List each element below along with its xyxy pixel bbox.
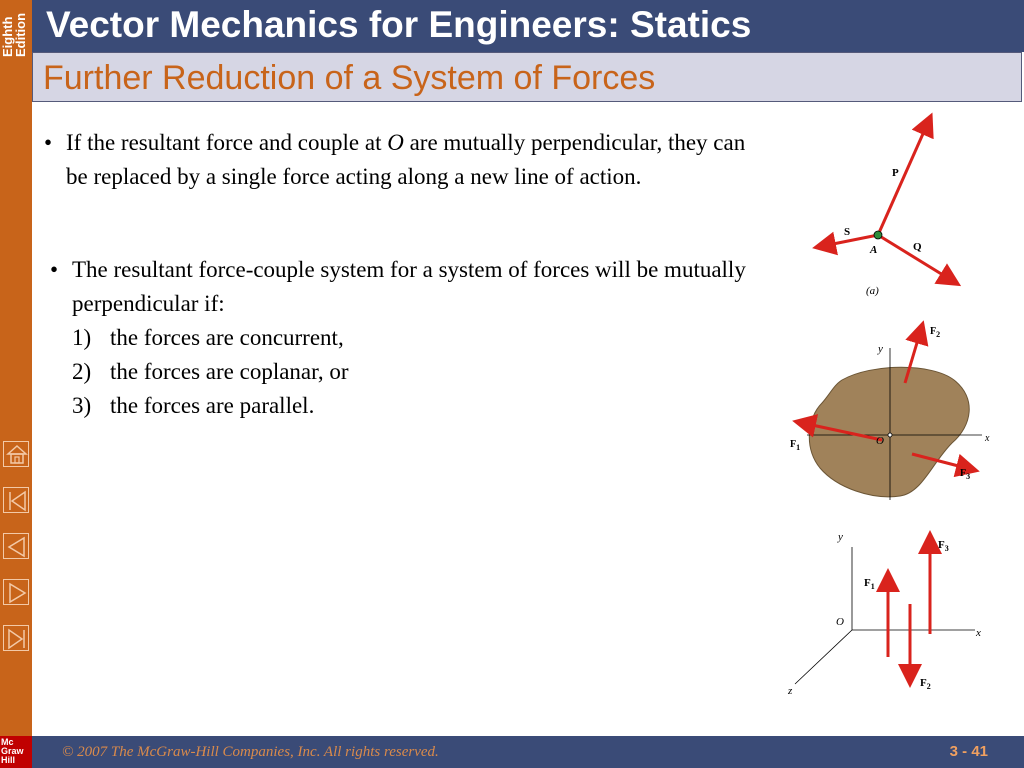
home-icon bbox=[4, 442, 30, 468]
force-p-arrow bbox=[878, 118, 930, 235]
rigid-body-shape bbox=[809, 367, 969, 497]
list-item: 2) the forces are coplanar, or bbox=[72, 359, 349, 384]
subtitle-bar bbox=[32, 52, 1022, 102]
next-slide-icon bbox=[4, 580, 30, 606]
figure-parallel-forces bbox=[780, 522, 995, 702]
label-f1: $F_1$ bbox=[790, 439, 801, 452]
label-f2: $F_2$ bbox=[920, 677, 931, 691]
copyright-text: © 2007 The McGraw-Hill Companies, Inc. All rights reserved. bbox=[62, 744, 439, 760]
first-slide-icon bbox=[4, 488, 30, 514]
bullet-1 bbox=[44, 126, 764, 194]
bullet-2 bbox=[50, 253, 750, 423]
label-a: A bbox=[870, 244, 878, 256]
page-title: Vector Mechanics for Engineers: Statics bbox=[46, 4, 752, 45]
bullet-2-text: The resultant force-couple system for a system of forces will be mutually perpendicular if: bbox=[72, 257, 746, 316]
figure-coplanar-forces bbox=[782, 318, 997, 508]
label-z: z bbox=[788, 685, 793, 697]
label-x: x bbox=[976, 627, 981, 639]
label-f2: $F_2$ bbox=[930, 326, 941, 339]
label-f3: $F_3$ bbox=[960, 468, 971, 481]
z-axis bbox=[795, 630, 852, 684]
sidebar bbox=[0, 0, 32, 768]
home-button[interactable] bbox=[3, 441, 29, 467]
figure-concurrent-forces bbox=[800, 108, 980, 298]
header bbox=[32, 0, 1024, 52]
label-y: y bbox=[878, 343, 883, 355]
label-f3: $F_3$ bbox=[938, 539, 949, 553]
publisher-logo: Mc Graw Hill bbox=[0, 736, 32, 768]
page-number: 3 - 41 bbox=[949, 743, 988, 760]
previous-slide-button[interactable] bbox=[3, 533, 29, 559]
point-o-label: O bbox=[387, 130, 404, 155]
bullet-dot: • bbox=[44, 130, 53, 155]
list-item: 3) the forces are parallel. bbox=[72, 393, 315, 418]
caption-a: (a) bbox=[866, 285, 879, 297]
label-y: y bbox=[838, 531, 843, 543]
last-slide-button[interactable] bbox=[3, 625, 29, 651]
bullet-1-text: If the resultant force and couple at O are mutually perpendicular, they can be replaced by a single force acting along a new line of action. bbox=[66, 130, 746, 189]
edition-line2: Edition bbox=[13, 12, 28, 57]
label-s: S bbox=[844, 226, 851, 238]
next-slide-button[interactable] bbox=[3, 579, 29, 605]
footer bbox=[32, 736, 1024, 768]
first-slide-button[interactable] bbox=[3, 487, 29, 513]
label-f1: $F_1$ bbox=[864, 577, 875, 591]
label-o: O bbox=[876, 435, 884, 447]
edition-line1: Eighth bbox=[0, 16, 15, 57]
slide-subtitle: Further Reduction of a System of Forces bbox=[43, 59, 656, 97]
previous-slide-icon bbox=[4, 534, 30, 560]
list-item: 1) the forces are concurrent, bbox=[72, 325, 344, 350]
last-slide-icon bbox=[4, 626, 30, 652]
label-p: P bbox=[892, 167, 899, 179]
label-q: Q bbox=[913, 241, 922, 253]
label-x: x bbox=[985, 433, 990, 444]
bullet-dot: • bbox=[50, 257, 59, 282]
point-a bbox=[874, 231, 882, 239]
label-o: O bbox=[836, 616, 844, 628]
origin-point bbox=[888, 433, 892, 437]
edition-label bbox=[0, 0, 32, 60]
